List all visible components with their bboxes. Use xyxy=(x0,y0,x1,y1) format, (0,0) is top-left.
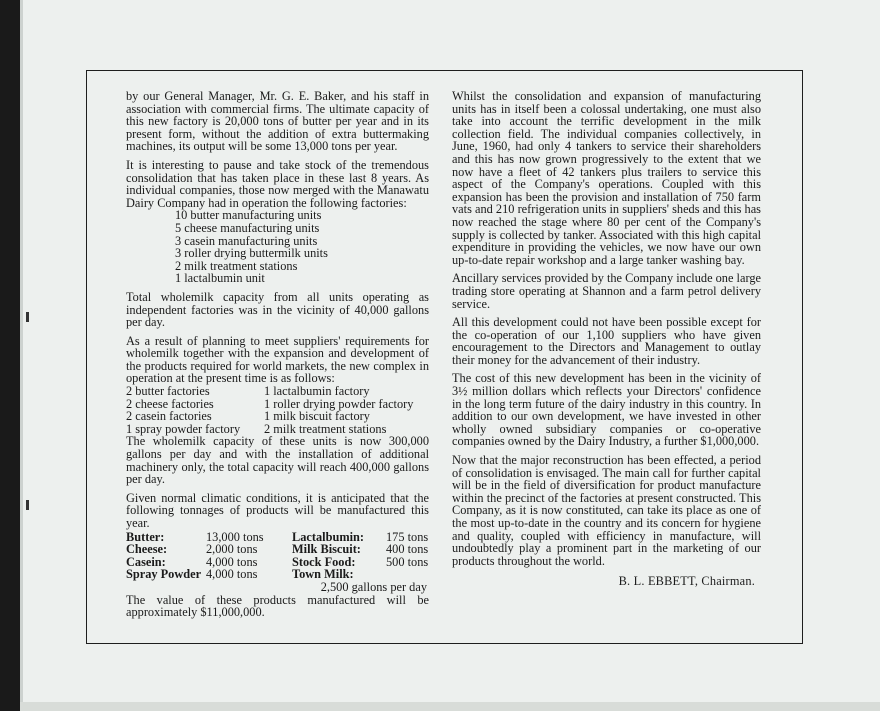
paragraph: Total wholemilk capacity from all units operating as independent factories was in the vicinity of 40,000 gallons per day. xyxy=(126,289,429,330)
binding-mark xyxy=(26,312,29,322)
paragraph: As a result of planning to meet suppliers' requirements for wholemilk together with the expansion and development of the products required for world markets, the new complex in operation at the present time is as follows: xyxy=(126,333,429,386)
paragraph: It is interesting to pause and take stock of the tremendous consolidation that has taken place in these last 8 years. As individual companies, those now merged with the Manawatu Dairy Company had in operation the following factories: xyxy=(126,157,429,210)
product-value: 4,000 tons xyxy=(206,554,258,569)
product-name: Butter: xyxy=(126,529,165,544)
product-name: Casein: xyxy=(126,554,166,569)
table-row xyxy=(126,385,413,398)
paragraph: Whilst the consolidation and expansion of manufacturing units has in itself been a colossal undertaking, one must also take into account the terrific development in the milk collection field. The individual companies collectively, in June, 1960, had only 4 tankers to service their shareholders and this has now grown progressively to the extent that we now have a fleet of 42 tankers plus trailers to service this aspect of the Company's operations. Coupled with this expansion has been the provision and installation of 750 farm vats and 210 refrigeration units in suppliers' sheds and this has now reached the stage where 80 per cent of the Company's supply is collected by tanker. Associated with this high capital expenditure in providing the vehicles, we now have our own up-to-date repair workshop and a large tanker washing bay. xyxy=(452,89,761,267)
list-item: 1 lactalbumin unit xyxy=(175,271,265,286)
product-value: 4,000 tons xyxy=(206,567,258,582)
page-bottom-edge xyxy=(20,702,880,711)
list-item: 3 casein manufacturing units xyxy=(175,233,318,248)
table-cell: 2 cheese factories xyxy=(126,396,214,411)
table-cell: 2 butter factories xyxy=(126,384,210,399)
complex-table xyxy=(126,385,413,435)
paragraph: Ancillary services provided by the Company include one large trading store operating at Shannon and a farm petrol delivery service. xyxy=(452,271,761,311)
signature: B. L. EBBETT, Chairman. xyxy=(618,574,755,589)
table-row xyxy=(126,543,428,556)
product-value: 400 tons xyxy=(386,542,429,557)
table-cell: 2 casein factories xyxy=(126,409,212,424)
paragraph: Given normal climatic conditions, it is anticipated that the following tonnages of products will be manufactured this year. xyxy=(126,490,429,530)
table-row xyxy=(126,410,413,423)
product-name: Stock Food: xyxy=(292,554,356,569)
paragraph: The wholemilk capacity of these units is now 300,000 gallons per day and with the installation of additional machinery only, the total capacity will reach 400,000 gallons per day. xyxy=(126,434,429,487)
binding-mark xyxy=(26,500,29,510)
list-item: 10 butter manufacturing units xyxy=(175,208,322,223)
product-value: 13,000 tons xyxy=(206,529,264,544)
page-spine xyxy=(20,0,23,702)
paragraph: The value of these products manufactured will be approximately $11,000,000. xyxy=(126,592,429,620)
factory-list xyxy=(175,209,429,285)
paragraph: All this development could not have been possible except for the co-operation of our 1,100 suppliers who have given encouragement to the Directors and Management to outlay their money for the advancement of their industry. xyxy=(452,315,761,367)
product-value: 175 tons xyxy=(386,529,429,544)
list-item: 2 milk treatment stations xyxy=(175,258,298,273)
table-cell: 2 milk treatment stations xyxy=(264,421,387,436)
right-column xyxy=(452,90,761,594)
list-item: 3 roller drying buttermilk units xyxy=(175,246,328,261)
product-name: Lactalbumin: xyxy=(292,529,365,544)
table-row xyxy=(126,531,428,544)
product-value: 500 tons xyxy=(386,554,429,569)
table-cell: 1 spray powder factory xyxy=(126,421,241,436)
table-cell: 1 lactalbumin factory xyxy=(264,384,370,399)
table-cell: 1 roller drying powder factory xyxy=(264,396,414,411)
paragraph: by our General Manager, Mr. G. E. Baker, and his staff in association with commercial firms. The ultimate capacity of this new factory is 20,000 tons of butter per year and in its present form, without the addition of extra buttermaking machines, its output will be some 13,000 tons per year. xyxy=(126,89,429,154)
town-milk-value: 2,500 gallons per day xyxy=(320,579,427,594)
product-name: Spray Powder xyxy=(126,567,202,582)
product-value: 2,000 tons xyxy=(206,542,258,557)
table-cell: 1 milk biscuit factory xyxy=(264,409,370,424)
paragraph: The cost of this new development has been in the vicinity of 3½ million dollars which reflects your Directors' confidence in the long term future of the dairy industry in this country. In addition to our own development, we have invested in other wholly owned subsidiary companies or co-operative companies owned by the Dairy Industry, a further $1,000,000. xyxy=(452,371,761,449)
paragraph: Now that the major reconstruction has been effected, a period of consolidation is envisaged. The main call for further capital will be in the field of diversification for product manufacture within the precinct of the factories at present constructed. This Company, as it is now constituted, can take its place as one of the most up-to-date in the country and its concern for hygiene and quality, coupled with efficiency in manufacture, will undoubtedly play a prominent part in the marketing of our products throughout the world. xyxy=(452,453,761,568)
list-item: 5 cheese manufacturing units xyxy=(175,220,320,235)
product-name: Town Milk: xyxy=(292,567,354,582)
left-column xyxy=(126,90,429,625)
product-name: Cheese: xyxy=(126,542,168,557)
products-table xyxy=(126,531,428,581)
text-frame xyxy=(86,70,803,644)
product-name: Milk Biscuit: xyxy=(292,542,361,557)
document-page xyxy=(20,0,880,702)
